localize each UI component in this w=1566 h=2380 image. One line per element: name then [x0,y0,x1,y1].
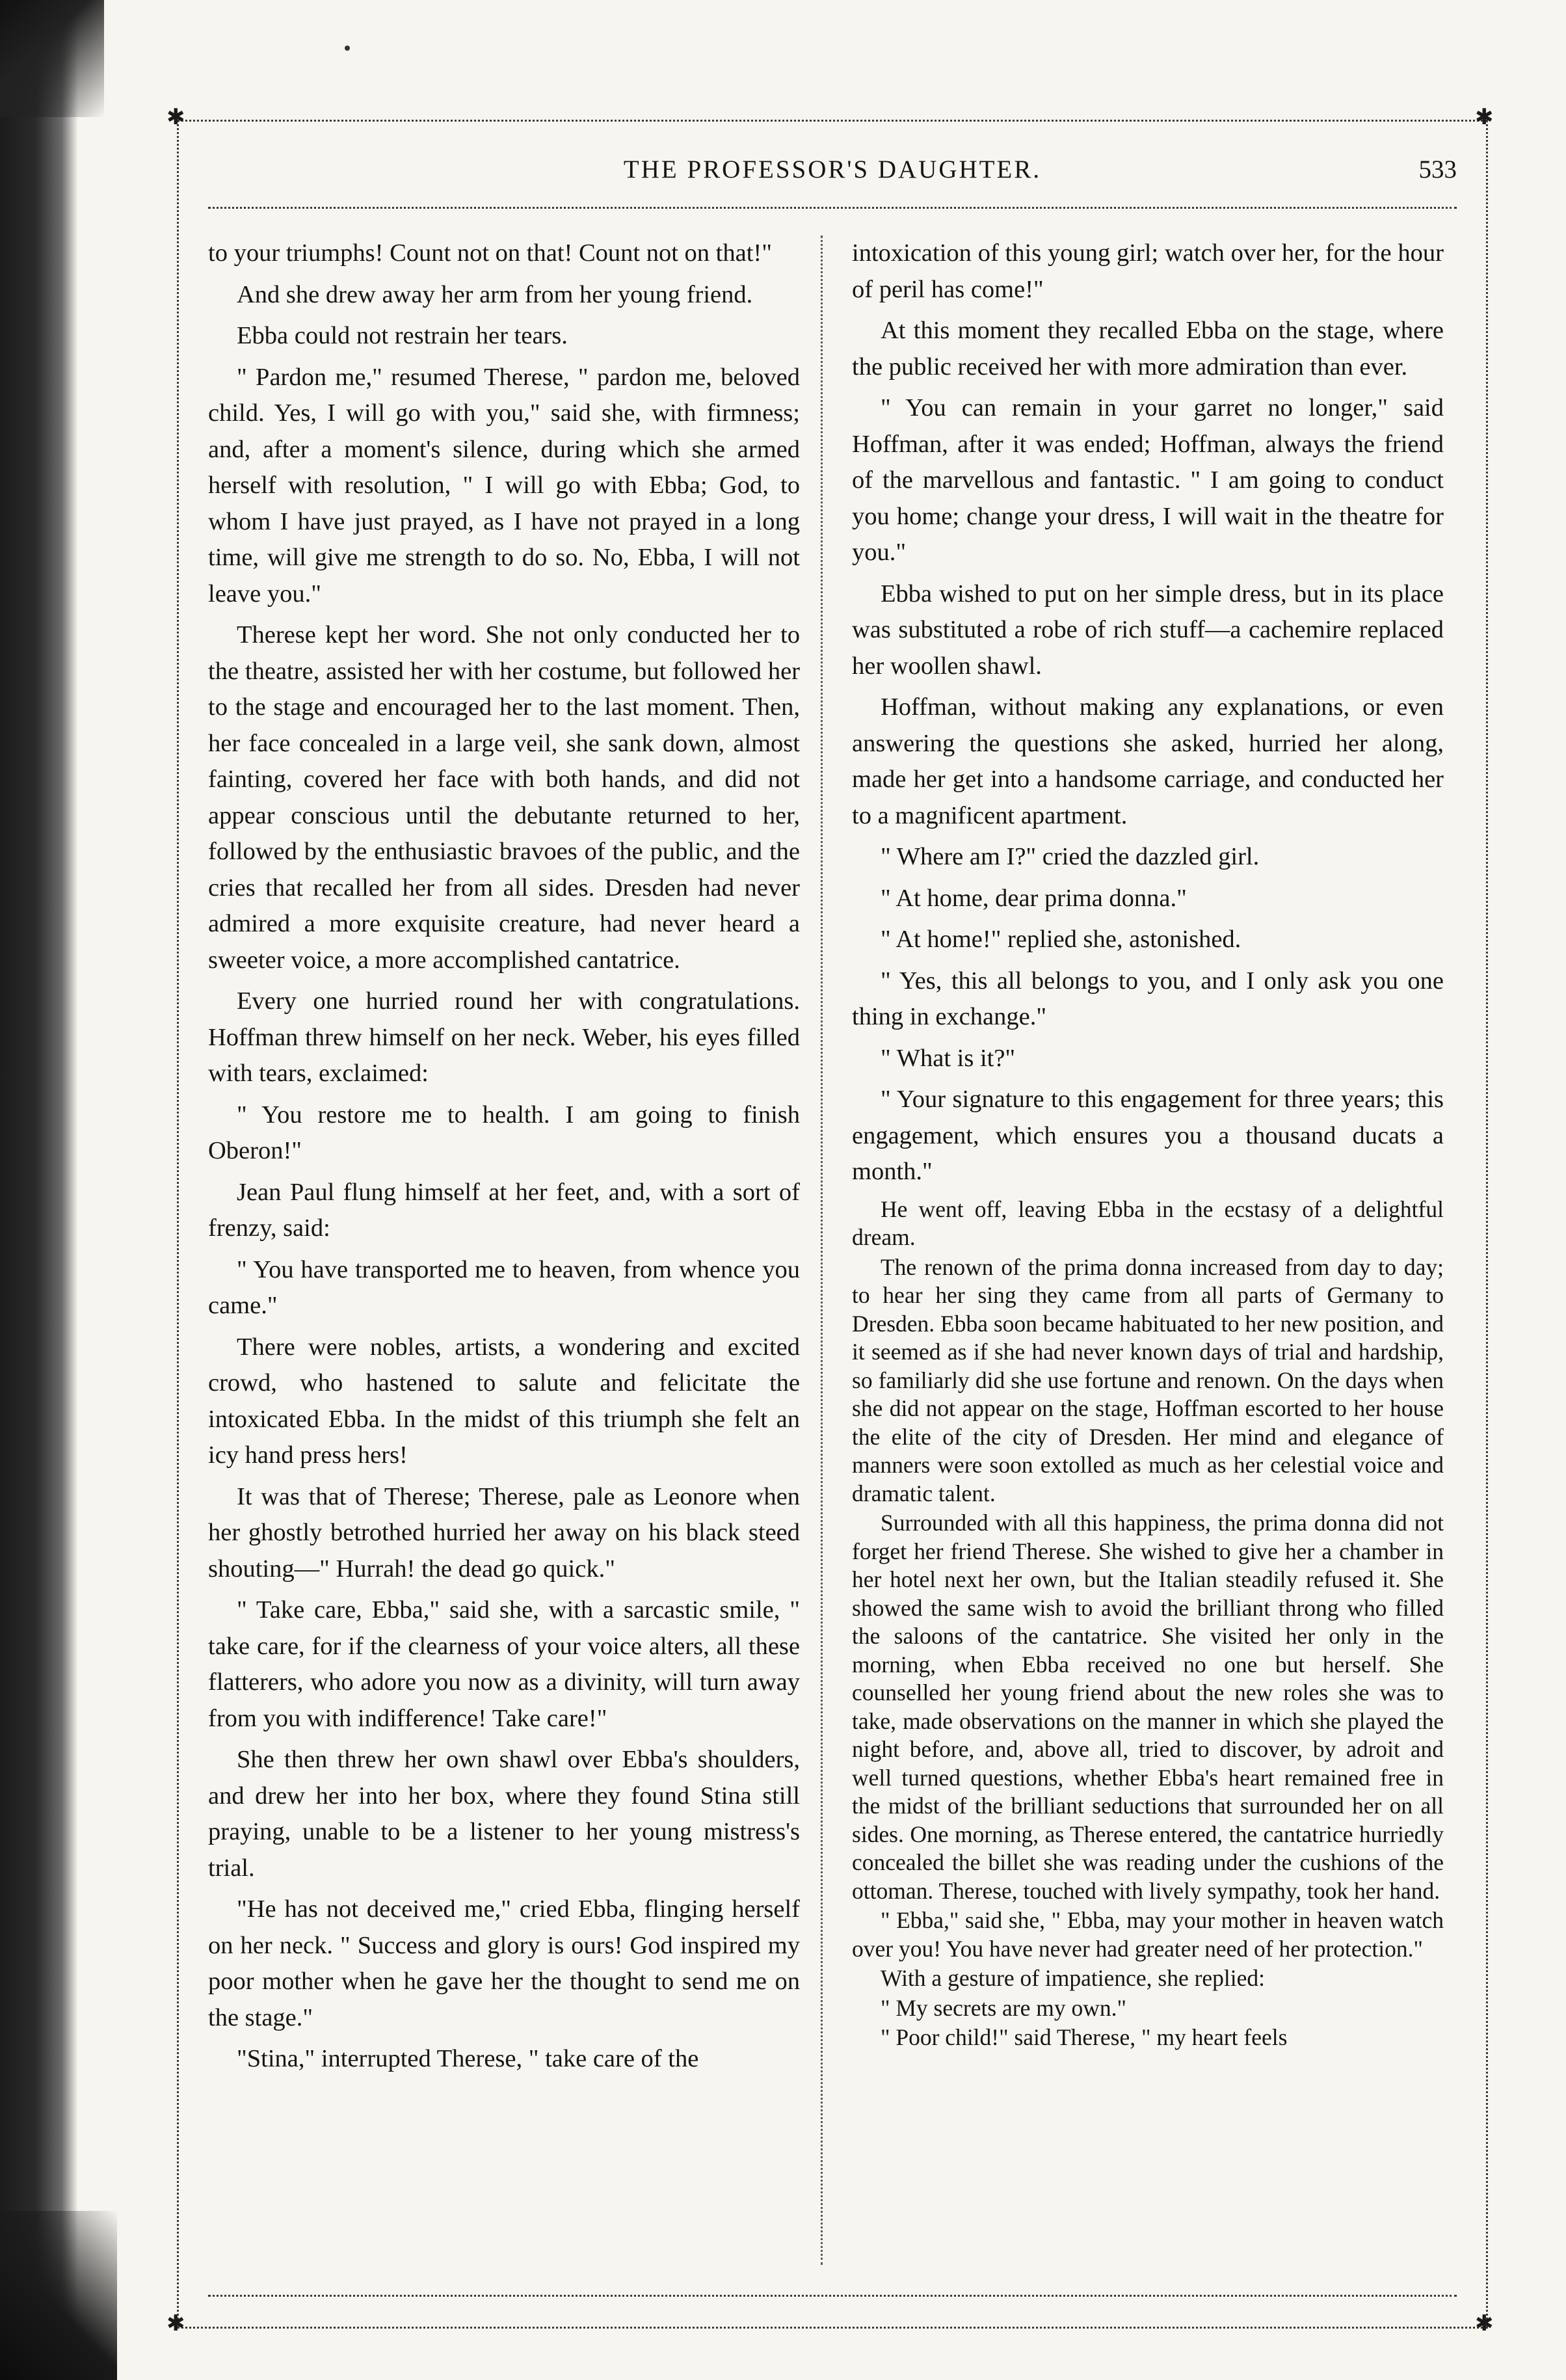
paragraph: intoxication of this young girl; watch over her, for the hour of peril has come!" [852,239,1444,303]
running-title: THE PROFESSOR'S DAUGHTER. [623,155,1042,183]
paragraph: "Stina," interrupted Therese, " take care of the [237,2045,699,2072]
paragraph: "He has not deceived me," cried Ebba, flinging herself on her neck. " Success and glory is ours! God inspired my poor mother when he gave her the thought to send me on the stage." [208,1895,800,2031]
paragraph: There were nobles, artists, a wondering and excited crowd, who hastened to salute and felicitate the intoxicated Ebba. In the midst of this triumph she felt an icy hand press hers! [208,1333,800,1469]
paragraph: " Pardon me," resumed Therese, " pardon me, beloved child. Yes, I will go with you," said she, with firmness; and, after a moment's silence, during which she armed herself with resolution, " I will go with Ebba; God, to whom I have just prayed, as I have not prayed in a long time, will give me strength to do so. No, Ebba, I will not leave you." [208,363,800,608]
paragraph: Surrounded with all this happiness, the prima donna did not forget her friend Therese. She wished to give her a chamber in her hotel next her own, but the Italian steadily refused it. She showed the same wish to avoid the brilliant throng who filled the saloons of the cantatrice. She visited her only in the morning, when Ebba received no one but herself. She counselled her young friend about the new roles she was to take, made observations on the manner in which she played the night before, and, above all, tried to discover, by adroit and well turned questions, whether Ebba's heart remained free in the midst of the brilliant seductions that surrounded her on all sides. One morning, as Therese entered, the cantatrice hurriedly concealed the billet she was reading under the cushions of the ottoman. Therese, touched with lively sympathy, took her hand. [852,1510,1444,1904]
right-column [852,235,1444,2284]
book-binding-shadow [0,0,78,2380]
paragraph: " Ebba," said she, " Ebba, may your mother in heaven watch over you! You have never had greater need of her protection." [852,1907,1444,1962]
paragraph: He went off, leaving Ebba in the ecstasy of a delightful dream. [852,1196,1444,1250]
footer-rule [208,2295,1457,2297]
paragraph: It was that of Therese; Therese, pale as Leonore when her ghostly betrothed hurried her away on his black steed shouting—" Hurrah! the dead go quick." [208,1482,800,1583]
paragraph: " You restore me to health. I am going to finish Oberon!" [208,1101,800,1164]
paragraph: Ebba could not restrain her tears. [237,322,568,349]
paragraph: " Where am I?" cried the dazzled girl. [881,843,1260,870]
dense-text-block [852,1196,1444,2052]
paragraph: to your triumphs! Count not on that! Count not on that!" [208,239,772,267]
paragraph: " What is it?" [881,1044,1016,1072]
corner-ornament-icon: ✱ [166,2312,185,2336]
column-divider [821,235,823,2265]
paragraph: " Your signature to this engagement for three years; this engagement, which ensures you a thousand ducats a month." [852,1086,1444,1185]
paragraph: " Take care, Ebba," said she, with a sarcastic smile, " take care, for if the clearness of your voice alters, all these flatterers, who adore you now as a divinity, will turn away from you with indifference! Take care!" [208,1596,800,1732]
paragraph: Jean Paul flung himself at her feet, and, with a sort of frenzy, said: [208,1178,800,1242]
page-header [208,155,1457,194]
corner-ornament-icon: ✱ [1475,2312,1494,2336]
paragraph: " You can remain in your garret no longer," said Hoffman, after it was ended; Hoffman, always the friend of the marvellous and fantastic. " I am going to conduct you home; change your dress, I will wait in the theatre for you." [852,394,1444,566]
binding-corner-top [0,0,104,117]
left-column [208,235,800,2284]
paragraph: With a gesture of impatience, she replied: [881,1965,1266,1991]
paragraph: And she drew away her arm from her young friend. [237,280,753,308]
paragraph: She then threw her own shawl over Ebba's shoulders, and drew her into her box, where they found Stina still praying, unable to be a listener to her young mistress's trial. [208,1746,800,1882]
paragraph: Every one hurried round her with congratulations. Hoffman threw himself on her neck. Weber, his eyes filled with tears, exclaimed: [208,987,800,1087]
binding-corner-bottom [0,2211,117,2380]
paragraph: " At home!" replied she, astonished. [881,926,1241,953]
corner-ornament-icon: ✱ [1475,105,1494,129]
paragraph: Therese kept her word. She not only conducted her to the theatre, assisted her with her costume, but followed her to the stage and encouraged her to the last moment. Then, her face concealed in a large veil, she sank down, almost fainting, covered her face with both hands, and did not appear conscious until the debutante returned to her, followed by the enthusiastic bravoes of the public, and the cries that recalled her from all sides. Dresden had never admired a more exquisite creature, had never heard a sweeter voice, a more accomplished cantatrice. [208,621,800,974]
corner-ornament-icon: ✱ [166,105,185,129]
paragraph: " Yes, this all belongs to you, and I only ask you one thing in exchange." [852,967,1444,1030]
paragraph: Ebba wished to put on her simple dress, but in its place was substituted a robe of rich stuff—a cachemire replaced her woollen shawl. [852,580,1444,680]
paragraph: " My secrets are my own." [881,1994,1126,2021]
paragraph: At this moment they recalled Ebba on the stage, where the public received her with more admiration than ever. [852,317,1444,381]
ink-speck [345,46,350,51]
page-number: 533 [1418,155,1457,183]
paragraph: The renown of the prima donna increased from day to day; to hear her sing they came from all parts of Germany to Dresden. Ebba soon became habituated to her new position, and it seemed as if she had never known days of trial and hardship, so familiarly did she use fortune and renown. On the days when she did not appear on the stage, Hoffman escorted to her house the elite of the city of Dresden. Her mind and elegance of manners were soon extolled as much as her celestial voice and dramatic talent. [852,1253,1444,1506]
paragraph: Hoffman, without making any explanations, or even answering the questions she asked, hurried her along, made her get into a handsome carriage, and conducted her to a magnificent apartment. [852,693,1444,829]
header-rule [208,207,1457,209]
paragraph: " At home, dear prima donna." [881,884,1187,912]
paragraph: " Poor child!" said Therese, " my heart feels [881,2024,1288,2050]
paragraph: " You have transported me to heaven, from whence you came." [208,1255,800,1319]
